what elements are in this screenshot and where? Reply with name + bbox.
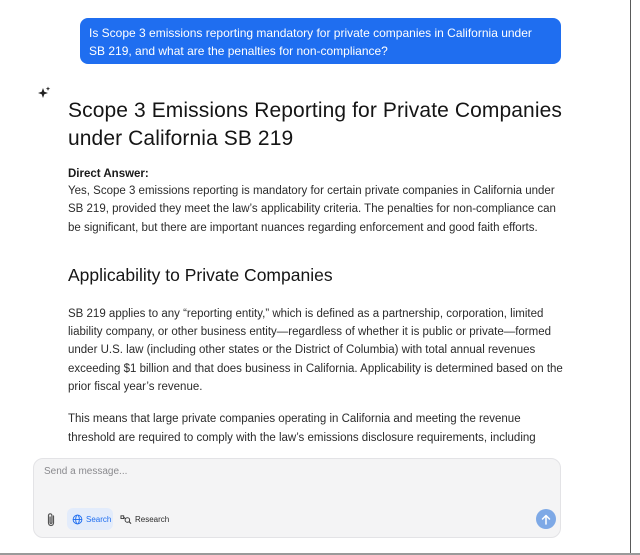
search-button[interactable] bbox=[67, 508, 113, 530]
section-heading: Applicability to Private Companies bbox=[68, 264, 333, 285]
direct-answer-text: Yes, Scope 3 emissions reporting is mandatory for certain private companies in California under SB 219, provided they meet the law’s applicability criteria. The penalties for non-compliance can be significant, but there are important nuances regarding enforcement and good faith efforts. bbox=[68, 185, 556, 234]
sparkle-icon bbox=[36, 85, 52, 101]
paperclip-icon[interactable] bbox=[44, 512, 58, 528]
direct-answer-heading: Direct Answer: bbox=[68, 168, 149, 180]
arrow-up-icon bbox=[541, 514, 551, 525]
implication-paragraph: This means that large private companies operating in California and meeting the revenue threshold are required to comply with the law’s emissions disclosure requirements, including bbox=[68, 413, 536, 444]
user-message-bubble: Is Scope 3 emissions reporting mandatory for private companies in California under SB 219, and what are the penalties for non-compliance? bbox=[80, 18, 561, 64]
applicability-paragraph: SB 219 applies to any “reporting entity,” which is defined as a partnership, corporation, limited liability company, or other business entity—regardless of whether it is public or private—formed under U.S. law (including other states or the District of Columbia) with total annual revenues exceeding $1 billion and that does business in California. Applicability is determined based on the prior fiscal year’s revenue. bbox=[68, 307, 563, 394]
research-icon bbox=[120, 514, 132, 525]
assistant-response bbox=[68, 97, 568, 457]
research-button[interactable] bbox=[118, 508, 174, 530]
message-input[interactable]: Send a message... bbox=[44, 466, 128, 477]
search-button-label: Search bbox=[86, 514, 112, 524]
response-title: Scope 3 Emissions Reporting for Private Companies under California SB 219 bbox=[68, 99, 562, 150]
message-composer[interactable] bbox=[33, 458, 561, 538]
window-right-border bbox=[630, 0, 631, 555]
research-button-label: Research bbox=[135, 514, 170, 524]
send-button[interactable] bbox=[536, 509, 556, 529]
globe-icon bbox=[72, 514, 83, 525]
